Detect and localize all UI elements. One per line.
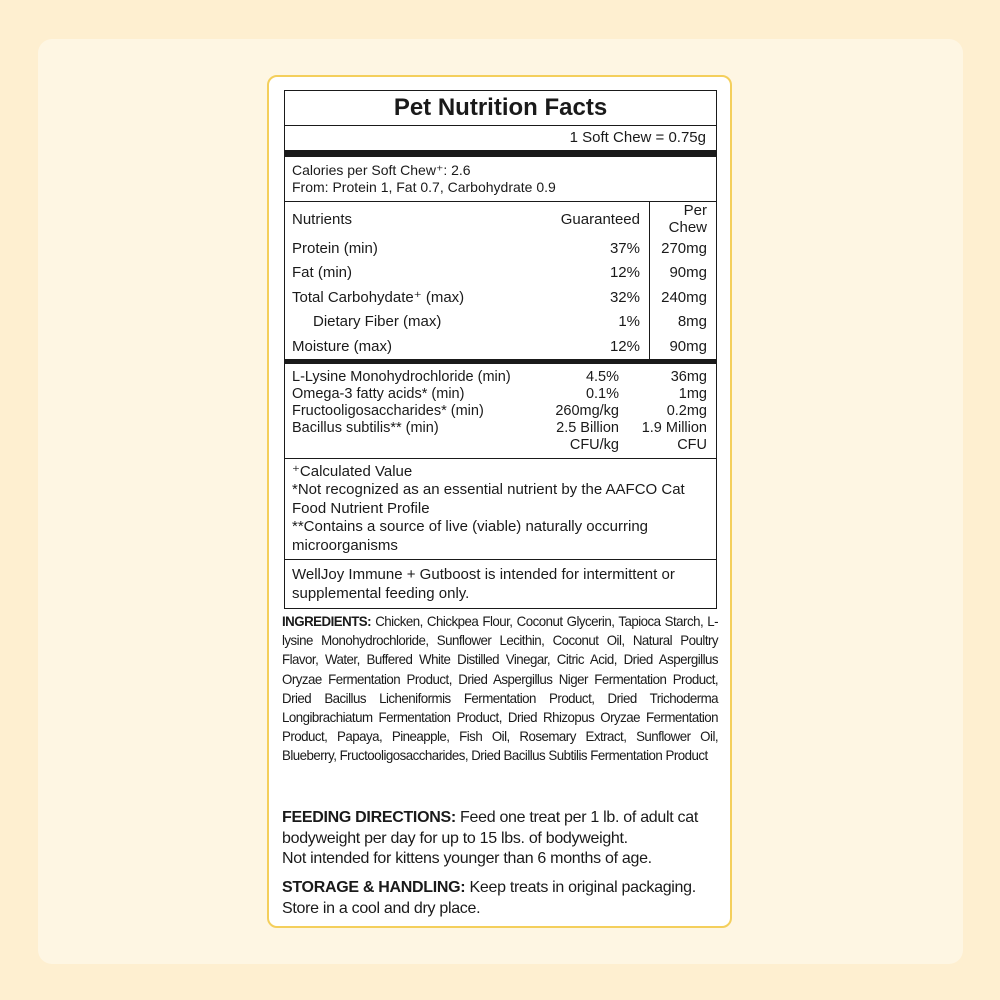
ingredients-text: Chicken, Chickpea Flour, Coconut Glycerin, Tapioca Starch, L-lysine Monohydrochloride, Sunflower Lecithin, Coconut Oil, Natural Poultry Flavor, Water, Buffered White Distilled Vinegar, Citric Acid, Dried Aspergillus Oryzae Fermentation Product, Dried Aspergillus Niger Fermentation Product, Dried Bacillus Licheniformis Fermentation Product, Dried Trichoderma Longibrachiatum Fermentation Product, Dried Rhizopus Oryzae Fermentation Product, Papaya, Pineapple, Fish Oil, Rosemary Extract, Sunflower Oil, Blueberry, Fructooligosaccharides, Dried Bacillus Subtilis Fermentation Product [282, 613, 719, 764]
nutrient-name: Protein (min) [292, 239, 378, 257]
footnote-calculated: ⁺Calculated Value [292, 462, 413, 480]
supplement-per-chew-line1: 1.9 Million [641, 419, 707, 436]
divider-thick [285, 150, 716, 157]
nutrient-name: Fat (min) [292, 264, 352, 282]
footnote-not-recognized: *Not recognized as an essential nutrient by the AAFCO Cat Food Nutrient Profile [292, 481, 685, 517]
nutrient-guaranteed: 37% [545, 236, 650, 261]
nutrient-guaranteed: 32% [545, 285, 650, 310]
supplement-guaranteed [537, 420, 628, 454]
nutrient-per-chew: 8mg [677, 313, 707, 331]
feeding-directions-text: Feed one treat per 1 lb. of adult cat bodyweight per day for up to 15 lbs. of bodyweight. [282, 809, 698, 847]
supplement-per-chew-line2: CFU [677, 436, 707, 453]
nutrient-per-chew: 270mg [661, 239, 707, 257]
supplement-per-chew: 0.2mg [666, 402, 707, 419]
label-title: Pet Nutrition Facts [285, 91, 716, 126]
nutrient-name: Total Carbohydate⁺ (max) [292, 289, 465, 307]
supplement-guaranteed: 4.5% [585, 368, 619, 385]
header-per-chew: Per Chew [668, 202, 707, 236]
nutrition-facts-box [284, 90, 717, 609]
storage-text: Keep treats in original packaging. Store in a cool and dry place. [282, 879, 696, 917]
nutrients-header-row [285, 202, 716, 236]
storage-label: STORAGE & HANDLING: [282, 879, 466, 896]
supplements-table [285, 369, 716, 454]
table-row [285, 403, 716, 420]
nutrient-name: Moisture (max) [292, 337, 393, 355]
supplement-guaranteed-line2: CFU/kg [569, 436, 619, 453]
table-row [285, 386, 716, 403]
supplement-guaranteed: 0.1% [585, 385, 619, 402]
supplement-guaranteed: 260mg/kg [555, 402, 619, 419]
table-row [285, 334, 716, 359]
nutrients-table [285, 202, 716, 359]
table-row [285, 310, 716, 335]
nutrient-guaranteed: 12% [545, 334, 650, 359]
calories-from-line: From: Protein 1, Fat 0.7, Carbohydrate 0.9 [292, 179, 556, 195]
supplement-name: Bacillus subtilis** (min) [292, 419, 439, 436]
supplement-per-chew [628, 420, 716, 454]
supplement-per-chew: 36mg [670, 368, 707, 385]
nutrition-label-card [267, 75, 732, 928]
table-row [285, 261, 716, 286]
table-row [285, 369, 716, 386]
calories-block [285, 157, 716, 202]
feeding-note: WellJoy Immune + Gutboost is intended for intermittent or supplemental feeding only. [292, 566, 675, 602]
table-row [285, 420, 716, 454]
table-row [285, 285, 716, 310]
serving-size: 1 Soft Chew = 0.75g [569, 129, 706, 146]
nutrient-name: Dietary Fiber (max) [313, 313, 442, 331]
header-nutrients: Nutrients [292, 210, 353, 228]
supplement-name: L-Lysine Monohydrochloride (min) [292, 368, 511, 385]
ingredients-paragraph [282, 612, 718, 766]
supplement-name: Fructooligosaccharides* (min) [292, 402, 484, 419]
feeding-directions-label: FEEDING DIRECTIONS: [282, 809, 456, 826]
table-row [285, 236, 716, 261]
nutrient-guaranteed: 1% [545, 310, 650, 335]
supplements-block [285, 364, 716, 459]
supplement-name: Omega-3 fatty acids* (min) [292, 385, 465, 402]
supplement-per-chew: 1mg [678, 385, 707, 402]
storage-handling [282, 878, 722, 919]
nutrient-per-chew: 90mg [669, 337, 707, 355]
feeding-directions-text2: Not intended for kittens younger than 6 months of age. [282, 850, 652, 867]
nutrient-guaranteed: 12% [545, 261, 650, 286]
feeding-directions [282, 808, 722, 870]
footnotes-block [285, 459, 716, 561]
footnote-contains: **Contains a source of live (viable) naturally occurring microorganisms [292, 518, 649, 554]
nutrient-per-chew: 240mg [661, 288, 707, 306]
header-guaranteed: Guaranteed [545, 202, 650, 236]
nutrient-per-chew: 90mg [669, 264, 707, 282]
calories-line: Calories per Soft Chew⁺: 2.6 [292, 162, 471, 178]
supplement-guaranteed-line1: 2.5 Billion [556, 419, 619, 436]
ingredients-label: INGREDIENTS: [282, 613, 372, 629]
